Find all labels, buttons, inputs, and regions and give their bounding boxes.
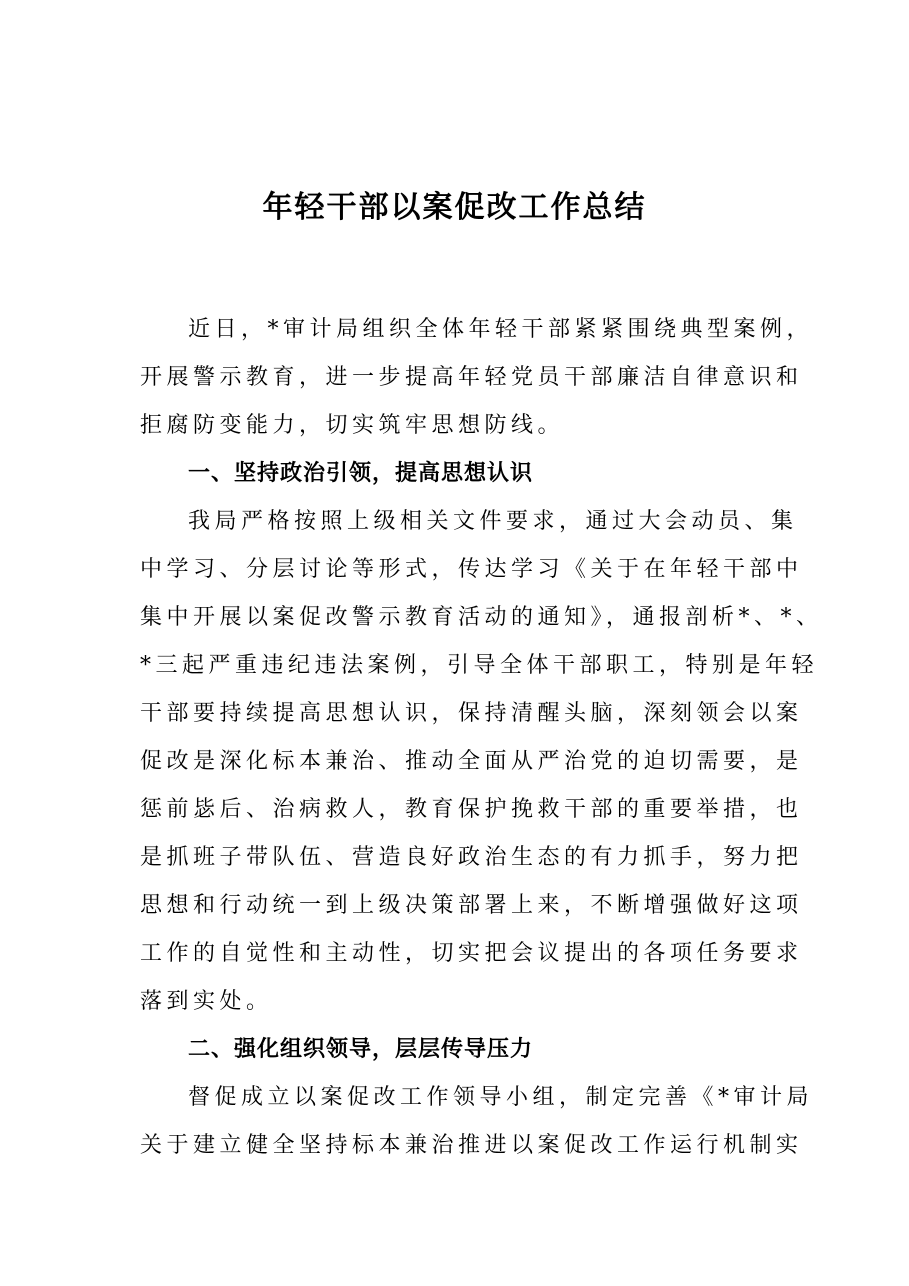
paragraph-line: 近日，*审计局组织全体年轻干部紧紧围绕典型案例，	[188, 317, 814, 342]
paragraph-line: 集中开展以案促改警示教育活动的通知》，通报剖析*、*、	[140, 605, 823, 630]
document-body	[140, 306, 823, 1170]
paragraph-line: 落到实处。	[140, 989, 273, 1014]
section-heading-2: 二、强化组织领导，层层传导压力	[188, 1037, 534, 1062]
paragraph-line: 中学习、分层讨论等形式，传达学习《关于在年轻干部中	[140, 557, 803, 582]
paragraph-line: 惩前毖后、治病救人，教育保护挽救干部的重要举措，也	[140, 797, 803, 822]
paragraph-line: *三起严重违纪违法案例，引导全体干部职工，特别是年轻	[140, 653, 819, 678]
document-title: 年轻干部以案促改工作总结	[262, 190, 647, 225]
paragraph-line: 思想和行动统一到上级决策部署上来，不断增强做好这项	[140, 893, 803, 918]
paragraph-line: 干部要持续提高思想认识，保持清醒头脑，深刻领会以案	[140, 701, 803, 726]
paragraph-line: 我局严格按照上级相关文件要求，通过大会动员、集	[188, 509, 798, 534]
paragraph-line: 拒腐防变能力，切实筑牢思想防线。	[140, 413, 565, 438]
paragraph-line: 是抓班子带队伍、营造良好政治生态的有力抓手，努力把	[140, 845, 803, 870]
section-heading-1: 一、坚持政治引领，提高思想认识	[188, 461, 534, 486]
paragraph-line: 工作的自觉性和主动性，切实把会议提出的各项任务要求	[140, 941, 803, 966]
paragraph-line: 关于建立健全坚持标本兼治推进以案促改工作运行机制实	[140, 1133, 803, 1158]
paragraph-line: 开展警示教育，进一步提高年轻党员干部廉洁自律意识和	[140, 365, 803, 390]
paragraph-line: 促改是深化标本兼治、推动全面从严治党的迫切需要，是	[140, 749, 803, 774]
paragraph-line: 督促成立以案促改工作领导小组，制定完善《*审计局	[188, 1085, 814, 1110]
